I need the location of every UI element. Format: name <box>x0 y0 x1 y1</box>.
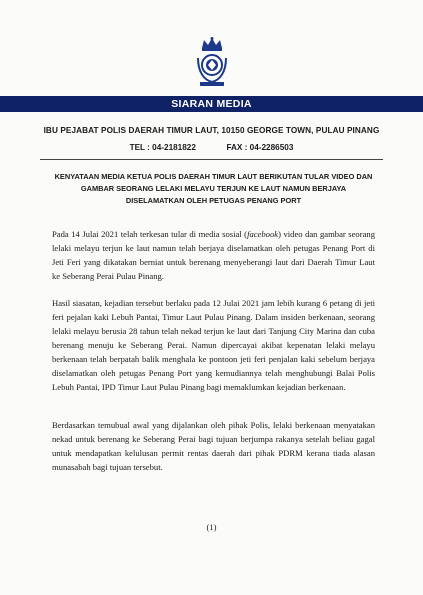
paragraph-2: Hasil siasatan, kejadian tersebut berlaku pada 12 Julai 2021 jam lebih kurang 6 petang di jeti feri pejalan kaki Lebuh Pantai, Timur Laut Pulau Pinang. Dalam insiden berkenaan, seorang lelaki melayu berusia 28 tahun telah nekad terjun ke laut dari Tanjung City Marina dan cuba berenang menuju ke Seberang Perai. Namun dipercayai akibat kepenatan lelaki melayu berkenaan telah berpatah balik menghala ke pontoon jeti feri penjalan kaki sebelum berjaya diselamatkan oleh petugas Penang Port yang kemudiannya telah menghubungi Balai Polis Lebuh Pantai, IPD Timur Laut Pulau Pinang bagi memaklumkan kejadian berkenaan. <box>52 298 375 392</box>
header-divider <box>40 159 383 160</box>
statement-headline: KENYATAAN MEDIA KETUA POLIS DAERAH TIMUR LAUT BERIKUTAN TULAR VIDEO DAN GAMBAR SEORANG LELAKI MELAYU TERJUN KE LAUT NAMUN BERJAYA DISELAMATKAN OLEH PETUGAS PENANG PORT <box>54 172 373 205</box>
banner-title: SIARAN MEDIA <box>171 98 252 110</box>
paragraph-1-text-start: Pada 14 Julai 2021 telah terkesan tular di media sosial ( <box>52 229 248 239</box>
fax-number: FAX : 04-2286503 <box>226 143 294 152</box>
media-release-banner <box>0 96 423 112</box>
paragraph-1-italic: facebook <box>247 229 279 239</box>
telephone-number: TEL : 04-2181822 <box>129 143 196 152</box>
police-crest-icon <box>192 36 232 88</box>
page-number: (1) <box>206 522 217 532</box>
paragraph-1 <box>52 227 375 283</box>
office-address: IBU PEJABAT POLIS DAERAH TIMUR LAUT, 10150 GEORGE TOWN, PULAU PINANG <box>43 126 380 135</box>
paragraph-3: Berdasarkan temubual awal yang dijalankan oleh pihak Polis, lelaki berkenaan menyatakan nekad untuk berenang ke Seberang Perai bagi tujuan berjumpa rakanya setelah beliau gagal untuk mendapatkan kelulusan permit rentas daerah dari pihak PDRM kerana tiada alasan munasabah bagi tujuan tersebut. <box>52 420 375 472</box>
paragraph-1-text-end: ) video dan gambar seorang lelaki melayu terjun ke laut namun telah berjaya diselamatkan oleh petugas Penang Port di Jeti Feri yang dikatakan berniat untuk berenang menyeberangi laut dari Daerah Timur Laut ke Seberang Perai Pulau Pinang. <box>52 229 376 281</box>
contact-line <box>0 143 423 152</box>
